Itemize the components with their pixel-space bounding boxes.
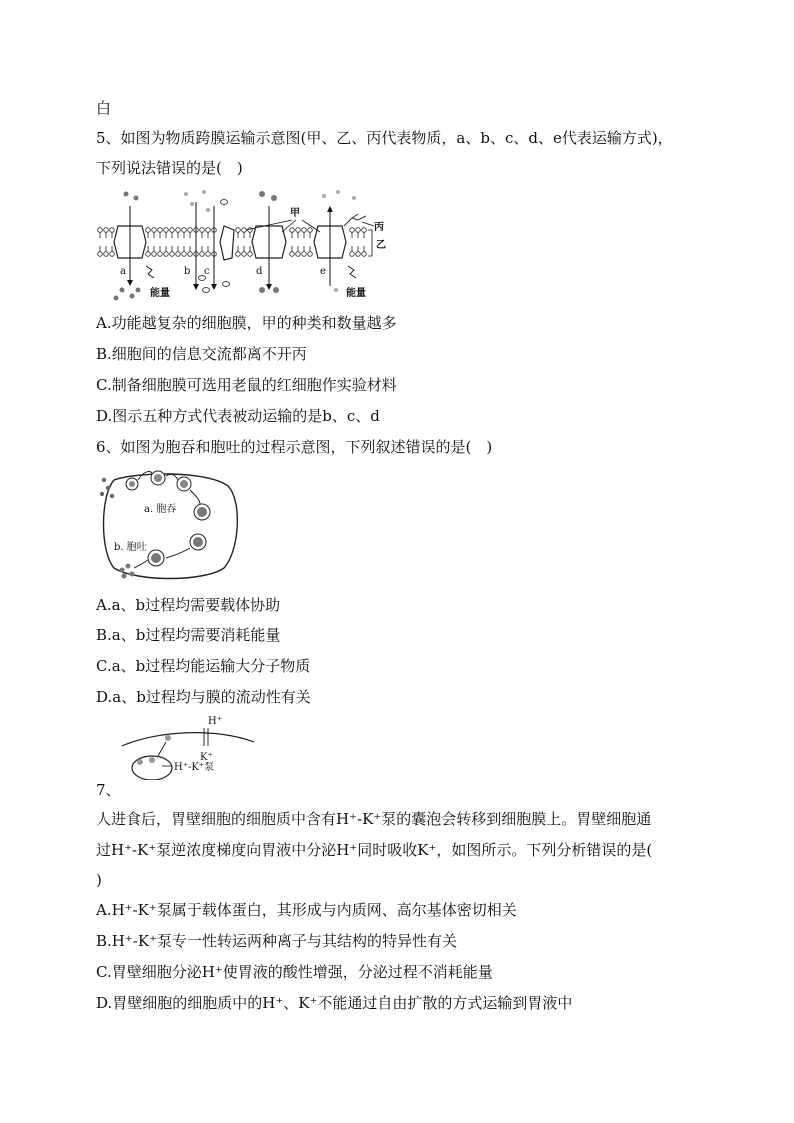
phospholipid-head <box>242 228 247 233</box>
bracket-yi <box>368 230 372 256</box>
particle <box>223 282 230 287</box>
label-pump: H⁺-K⁺泵 <box>174 762 215 773</box>
phospholipid-head <box>182 228 187 233</box>
particle <box>120 288 125 293</box>
pump-protein <box>149 757 155 763</box>
particle <box>221 200 228 205</box>
vesicle <box>180 480 188 488</box>
vesicle <box>151 553 161 563</box>
label-c: c <box>204 266 210 277</box>
label-endocytosis: a. 胞吞 <box>144 504 177 515</box>
particle <box>136 288 141 293</box>
phospholipid-head <box>176 252 181 257</box>
phospholipid-head <box>290 252 295 257</box>
phospholipid-head <box>236 228 241 233</box>
phospholipid-head <box>302 252 307 257</box>
label-b: b <box>184 266 191 277</box>
particle <box>114 296 119 301</box>
q7-stem-line3: ) <box>96 871 102 889</box>
q6-option-c[interactable]: C.a、b过程均能运输大分子物质 <box>96 657 311 675</box>
particle <box>102 478 106 482</box>
pump-protein <box>165 735 171 741</box>
previous-question-tail: 白 <box>96 99 112 117</box>
phospholipid-head <box>182 252 187 257</box>
arrow-vesicle-to-membrane <box>158 742 166 756</box>
energy-squiggle-left <box>146 266 154 278</box>
q6-endocytosis-exocytosis-figure <box>96 466 246 582</box>
phospholipid-head <box>176 228 181 233</box>
label-h: H⁺ <box>208 716 222 727</box>
arrowhead-b <box>193 284 199 290</box>
arrowhead-c <box>211 284 217 290</box>
phospholipid-head <box>200 228 205 233</box>
label-jia: 甲 <box>290 208 300 219</box>
phospholipid-head <box>206 252 211 257</box>
particle <box>202 190 206 194</box>
label-yi: 乙 <box>376 240 386 251</box>
q7-option-a[interactable]: A.H⁺-K⁺泵属于载体蛋白，其形成与内质网、高尔基体密切相关 <box>96 901 517 919</box>
arrowhead-a <box>127 280 133 286</box>
particle <box>124 192 129 197</box>
label-energy-left: 能量 <box>150 288 170 299</box>
phospholipid-head <box>164 252 169 257</box>
phospholipid-head <box>158 252 163 257</box>
phospholipid-head <box>188 252 193 257</box>
phospholipid-head <box>164 228 169 233</box>
q5-membrane-transport-figure <box>96 186 396 304</box>
phospholipid-head <box>170 228 175 233</box>
q6-option-a[interactable]: A.a、b过程均需要载体协助 <box>96 596 281 614</box>
pointer-bing <box>362 222 374 226</box>
q5-option-d[interactable]: D.图示五种方式代表被动运输的是b、c、d <box>96 407 380 425</box>
phospholipid-head <box>356 252 361 257</box>
particle <box>100 492 104 496</box>
particle <box>134 196 139 201</box>
particle <box>120 568 125 573</box>
phospholipid-head <box>350 252 355 257</box>
phospholipid-head <box>308 228 313 233</box>
particle <box>334 288 338 292</box>
q7-option-b[interactable]: B.H⁺-K⁺泵专一性转运两种离子与其结构的特异性有关 <box>96 932 457 950</box>
q5-stem-line1: 5、如图为物质跨膜运输示意图(甲、乙、丙代表物质，a、b、c、d、e代表运输方式)， <box>96 129 673 147</box>
particle <box>271 195 277 201</box>
particle <box>203 288 210 293</box>
phospholipid-head <box>104 252 109 257</box>
cell-membrane-arc <box>122 733 254 746</box>
q7-proton-pump-figure <box>118 716 258 780</box>
phospholipid-head <box>98 252 103 257</box>
particle <box>130 572 135 577</box>
phospholipid-head <box>356 228 361 233</box>
q5-option-a[interactable]: A.功能越复杂的细胞膜，甲的种类和数量越多 <box>96 314 397 332</box>
particle <box>336 190 340 194</box>
vesicle <box>193 537 203 547</box>
phospholipid-head <box>296 228 301 233</box>
phospholipid-head <box>200 252 205 257</box>
q6-option-d[interactable]: D.a、b过程均与膜的流动性有关 <box>96 688 311 706</box>
q6-option-b[interactable]: B.a、b过程均需要消耗能量 <box>96 626 281 644</box>
particle <box>273 287 279 293</box>
phospholipid-head <box>296 252 301 257</box>
phospholipid-head <box>152 228 157 233</box>
phospholipid-head <box>98 228 103 233</box>
particle <box>259 191 265 197</box>
label-exocytosis: b. 胞吐 <box>114 542 147 553</box>
phospholipid-head <box>308 252 313 257</box>
phospholipid-head <box>188 228 193 233</box>
label-d: d <box>256 266 263 277</box>
vesicle <box>129 481 135 487</box>
particle <box>184 192 188 196</box>
phospholipid-head <box>170 252 175 257</box>
particle <box>190 202 194 206</box>
q7-stem-line2: 过H⁺-K⁺泵逆浓度梯度向胃液中分泌H⁺同时吸收K⁺，如图所示。下列分析错误的是( <box>96 841 653 859</box>
particle <box>322 194 326 198</box>
q7-stem-line1: 人进食后，胃壁细胞的细胞质中含有H⁺-K⁺泵的囊泡会转移到细胞膜上。胃壁细胞通 <box>96 810 652 828</box>
particle <box>122 574 127 579</box>
particle <box>352 196 356 200</box>
vesicle <box>154 474 162 482</box>
label-e: e <box>320 266 326 277</box>
glycoprotein-bing <box>344 214 366 226</box>
label-energy-right: 能量 <box>346 288 366 299</box>
phospholipid-head <box>350 228 355 233</box>
phospholipid-head <box>236 252 241 257</box>
q5-option-c[interactable]: C.制备细胞膜可选用老鼠的红细胞作实验材料 <box>96 376 397 394</box>
particle <box>130 294 135 299</box>
phospholipid-head <box>206 228 211 233</box>
q6-stem: 6、如图为胞吞和胞吐的过程示意图，下列叙述错误的是( ) <box>96 438 493 456</box>
phospholipid-head <box>110 252 115 257</box>
q5-stem-line2: 下列说法错误的是( ) <box>96 159 243 177</box>
phospholipid-head <box>362 252 367 257</box>
phospholipid-head <box>302 228 307 233</box>
label-a: a <box>120 266 126 277</box>
phospholipid-head <box>362 228 367 233</box>
pump-protein <box>137 759 143 765</box>
particle <box>126 564 131 569</box>
arrowhead-d <box>266 284 272 290</box>
phospholipid-head <box>110 228 115 233</box>
q5-option-b[interactable]: B.细胞间的信息交流都离不开丙 <box>96 345 307 363</box>
q7-option-d[interactable]: D.胃壁细胞的细胞质中的H⁺、K⁺不能通过自由扩散的方式运输到胃液中 <box>96 994 573 1012</box>
phospholipid-head <box>152 252 157 257</box>
particle <box>206 208 210 212</box>
vesicle <box>197 507 207 517</box>
cell-membrane <box>104 474 238 579</box>
label-bing: 丙 <box>374 222 384 233</box>
particle <box>106 486 110 490</box>
phospholipid-head <box>146 228 151 233</box>
arrowhead-e <box>327 206 333 212</box>
phospholipid-head <box>248 252 253 257</box>
phospholipid-head <box>242 252 247 257</box>
channel-protein-c <box>220 226 234 260</box>
phospholipid-head <box>146 252 151 257</box>
q7-number: 7、 <box>96 781 121 799</box>
particle <box>110 494 114 498</box>
phospholipid-head <box>158 228 163 233</box>
phospholipid-head <box>104 228 109 233</box>
phospholipid-head <box>290 228 295 233</box>
q7-option-c[interactable]: C.胃壁细胞分泌H⁺使胃液的酸性增强，分泌过程不消耗能量 <box>96 963 493 981</box>
label-k: K⁺ <box>200 752 213 763</box>
energy-squiggle-right <box>348 266 356 278</box>
particle <box>259 287 265 293</box>
